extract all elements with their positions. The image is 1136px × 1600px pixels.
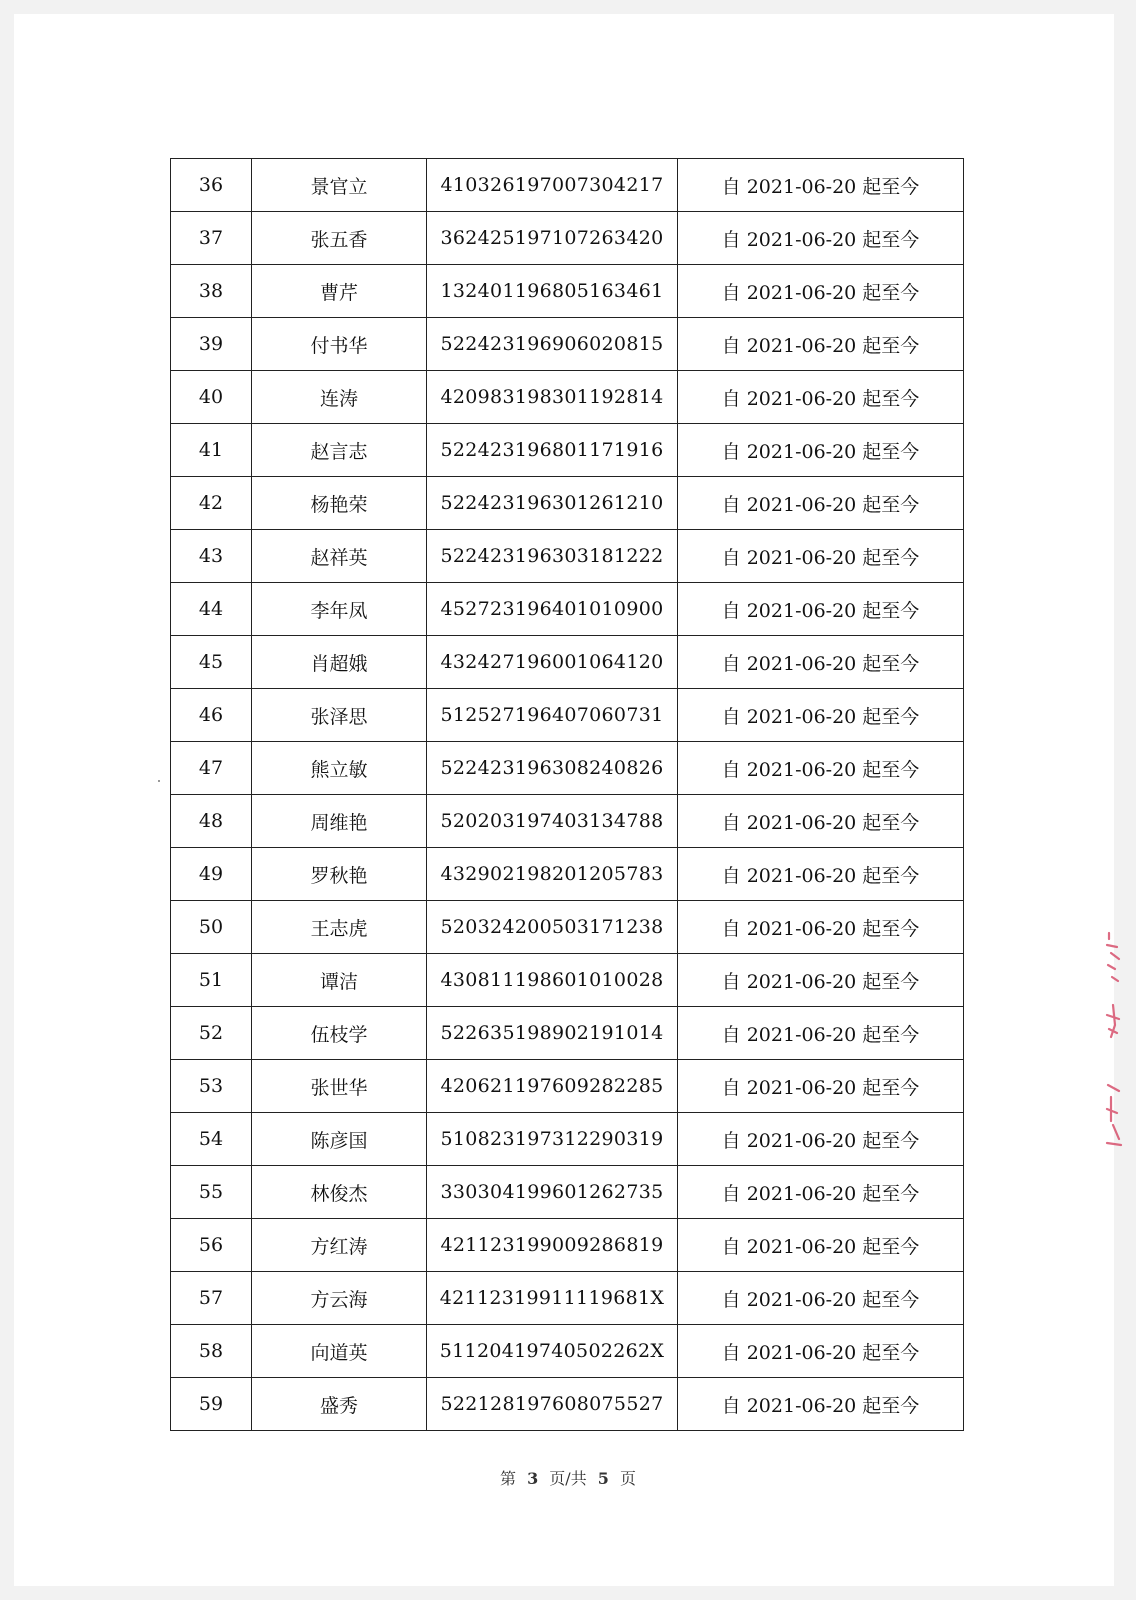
- id-number-cell: 410326197007304217: [427, 159, 678, 212]
- name-cell: 赵祥英: [252, 530, 427, 583]
- name-cell: 向道英: [252, 1325, 427, 1378]
- id-number-cell: 522423196308240826: [427, 742, 678, 795]
- name-cell: 陈彦国: [252, 1113, 427, 1166]
- footer-suffix: 页: [620, 1469, 637, 1488]
- row-number-cell: 57: [171, 1272, 252, 1325]
- current-page-number: 3: [527, 1469, 539, 1488]
- row-number-cell: 38: [171, 265, 252, 318]
- table-row: [171, 1113, 964, 1166]
- name-cell: 景官立: [252, 159, 427, 212]
- period-cell: 自 2021-06-20 起至今: [678, 424, 964, 477]
- row-number-cell: 44: [171, 583, 252, 636]
- table-row: [171, 424, 964, 477]
- table-row: [171, 318, 964, 371]
- row-number-cell: 52: [171, 1007, 252, 1060]
- period-cell: 自 2021-06-20 起至今: [678, 1219, 964, 1272]
- id-number-cell: 520324200503171238: [427, 901, 678, 954]
- row-number-cell: 54: [171, 1113, 252, 1166]
- table-row: [171, 1060, 964, 1113]
- name-cell: 张世华: [252, 1060, 427, 1113]
- page-footer: [0, 1466, 1136, 1489]
- name-cell: 盛秀: [252, 1378, 427, 1431]
- table-row: [171, 1325, 964, 1378]
- total-page-number: 5: [597, 1469, 609, 1488]
- row-number-cell: 58: [171, 1325, 252, 1378]
- id-number-cell: 522423196906020815: [427, 318, 678, 371]
- name-cell: 杨艳荣: [252, 477, 427, 530]
- id-number-cell: 132401196805163461: [427, 265, 678, 318]
- row-number-cell: 50: [171, 901, 252, 954]
- table-row: [171, 159, 964, 212]
- table-row: [171, 583, 964, 636]
- footer-prefix: 第: [499, 1469, 516, 1488]
- name-cell: 罗秋艳: [252, 848, 427, 901]
- period-cell: 自 2021-06-20 起至今: [678, 265, 964, 318]
- footer-middle: 页/共: [549, 1469, 587, 1488]
- name-cell: 方云海: [252, 1272, 427, 1325]
- period-cell: 自 2021-06-20 起至今: [678, 1113, 964, 1166]
- scan-speck: [158, 780, 160, 782]
- name-cell: 王志虎: [252, 901, 427, 954]
- name-cell: 付书华: [252, 318, 427, 371]
- roster-table: [170, 158, 964, 1431]
- id-number-cell: 330304199601262735: [427, 1166, 678, 1219]
- period-cell: 自 2021-06-20 起至今: [678, 742, 964, 795]
- period-cell: 自 2021-06-20 起至今: [678, 371, 964, 424]
- id-number-cell: 520203197403134788: [427, 795, 678, 848]
- period-cell: 自 2021-06-20 起至今: [678, 1166, 964, 1219]
- table-row: [171, 795, 964, 848]
- period-cell: 自 2021-06-20 起至今: [678, 212, 964, 265]
- id-number-cell: 51120419740502262X: [427, 1325, 678, 1378]
- period-cell: 自 2021-06-20 起至今: [678, 530, 964, 583]
- row-number-cell: 59: [171, 1378, 252, 1431]
- id-number-cell: 522423196303181222: [427, 530, 678, 583]
- roster-table-body: [171, 159, 964, 1431]
- name-cell: 方红涛: [252, 1219, 427, 1272]
- period-cell: 自 2021-06-20 起至今: [678, 954, 964, 1007]
- period-cell: 自 2021-06-20 起至今: [678, 795, 964, 848]
- table-row: [171, 265, 964, 318]
- table-row: [171, 636, 964, 689]
- name-cell: 李年凤: [252, 583, 427, 636]
- table-row: [171, 212, 964, 265]
- table-row: [171, 848, 964, 901]
- row-number-cell: 45: [171, 636, 252, 689]
- row-number-cell: 43: [171, 530, 252, 583]
- row-number-cell: 46: [171, 689, 252, 742]
- period-cell: 自 2021-06-20 起至今: [678, 159, 964, 212]
- table-row: [171, 530, 964, 583]
- id-number-cell: 421123199009286819: [427, 1219, 678, 1272]
- table-row: [171, 901, 964, 954]
- table-row: [171, 371, 964, 424]
- row-number-cell: 37: [171, 212, 252, 265]
- id-number-cell: 522635198902191014: [427, 1007, 678, 1060]
- id-number-cell: 430811198601010028: [427, 954, 678, 1007]
- id-number-cell: 42112319911119681X: [427, 1272, 678, 1325]
- row-number-cell: 53: [171, 1060, 252, 1113]
- row-number-cell: 51: [171, 954, 252, 1007]
- period-cell: 自 2021-06-20 起至今: [678, 689, 964, 742]
- table-row: [171, 1166, 964, 1219]
- row-number-cell: 42: [171, 477, 252, 530]
- table-row: [171, 477, 964, 530]
- table-row: [171, 689, 964, 742]
- id-number-cell: 420621197609282285: [427, 1060, 678, 1113]
- id-number-cell: 522128197608075527: [427, 1378, 678, 1431]
- name-cell: 曹芹: [252, 265, 427, 318]
- period-cell: 自 2021-06-20 起至今: [678, 583, 964, 636]
- name-cell: 肖超娥: [252, 636, 427, 689]
- id-number-cell: 452723196401010900: [427, 583, 678, 636]
- period-cell: 自 2021-06-20 起至今: [678, 318, 964, 371]
- period-cell: 自 2021-06-20 起至今: [678, 636, 964, 689]
- period-cell: 自 2021-06-20 起至今: [678, 477, 964, 530]
- id-number-cell: 512527196407060731: [427, 689, 678, 742]
- id-number-cell: 432902198201205783: [427, 848, 678, 901]
- row-number-cell: 49: [171, 848, 252, 901]
- period-cell: 自 2021-06-20 起至今: [678, 1378, 964, 1431]
- id-number-cell: 420983198301192814: [427, 371, 678, 424]
- row-number-cell: 36: [171, 159, 252, 212]
- row-number-cell: 41: [171, 424, 252, 477]
- table-row: [171, 742, 964, 795]
- id-number-cell: 522423196801171916: [427, 424, 678, 477]
- name-cell: 周维艳: [252, 795, 427, 848]
- table-row: [171, 954, 964, 1007]
- id-number-cell: 362425197107263420: [427, 212, 678, 265]
- row-number-cell: 47: [171, 742, 252, 795]
- name-cell: 张五香: [252, 212, 427, 265]
- period-cell: 自 2021-06-20 起至今: [678, 1325, 964, 1378]
- id-number-cell: 510823197312290319: [427, 1113, 678, 1166]
- row-number-cell: 48: [171, 795, 252, 848]
- table-row: [171, 1007, 964, 1060]
- table-row: [171, 1378, 964, 1431]
- name-cell: 熊立敏: [252, 742, 427, 795]
- row-number-cell: 55: [171, 1166, 252, 1219]
- period-cell: 自 2021-06-20 起至今: [678, 901, 964, 954]
- table-row: [171, 1219, 964, 1272]
- name-cell: 张泽思: [252, 689, 427, 742]
- period-cell: 自 2021-06-20 起至今: [678, 1060, 964, 1113]
- table-row: [171, 1272, 964, 1325]
- name-cell: 谭洁: [252, 954, 427, 1007]
- row-number-cell: 56: [171, 1219, 252, 1272]
- row-number-cell: 39: [171, 318, 252, 371]
- row-number-cell: 40: [171, 371, 252, 424]
- id-number-cell: 522423196301261210: [427, 477, 678, 530]
- red-seal-fragment: [1103, 925, 1125, 1155]
- period-cell: 自 2021-06-20 起至今: [678, 1272, 964, 1325]
- name-cell: 连涛: [252, 371, 427, 424]
- name-cell: 林俊杰: [252, 1166, 427, 1219]
- name-cell: 伍枝学: [252, 1007, 427, 1060]
- name-cell: 赵言志: [252, 424, 427, 477]
- id-number-cell: 432427196001064120: [427, 636, 678, 689]
- period-cell: 自 2021-06-20 起至今: [678, 848, 964, 901]
- period-cell: 自 2021-06-20 起至今: [678, 1007, 964, 1060]
